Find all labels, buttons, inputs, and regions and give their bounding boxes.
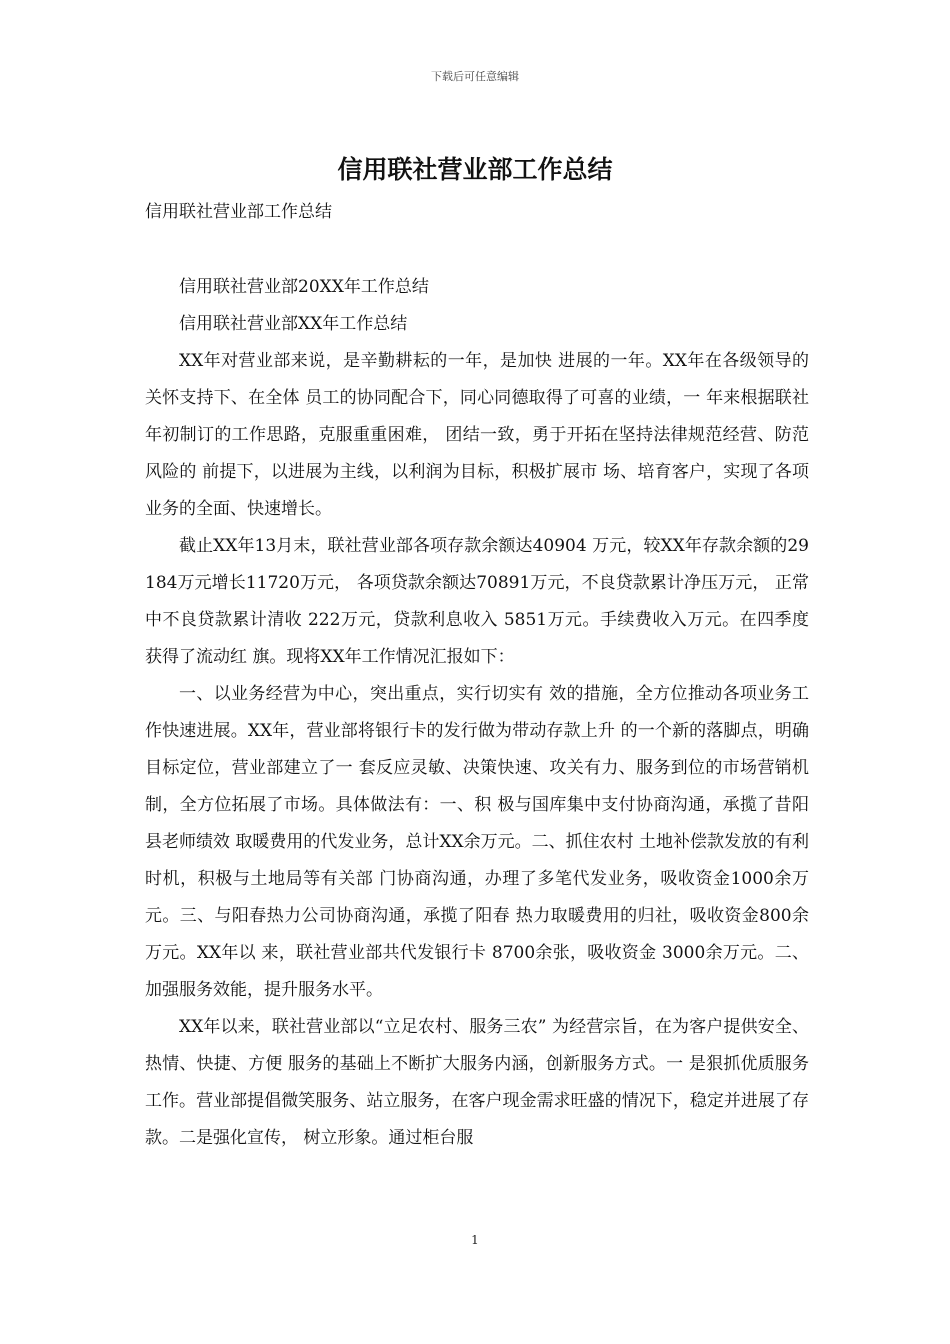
paragraph-heading-2: 信用联社营业部XX年工作总结 bbox=[179, 314, 408, 334]
paragraph-heading-1: 信用联社营业部20XX年工作总结 bbox=[179, 277, 429, 297]
document-body bbox=[145, 269, 809, 1157]
paragraph-figures: 截止XX年13月末，联社营业部各项存款余额达40904 万元，较XX年存款余额的29184万元增长11720万元， 各项贷款余额达70891万元，不良贷款累计净压万元， 正常中不良贷款累计清收 222万元，贷款利息收入 5851万元。手续费收入万元。在四季度获得了流动红 旗。现将XX年工作情况汇报如下： bbox=[145, 536, 809, 667]
document-subtitle: 信用联社营业部工作总结 bbox=[145, 202, 332, 222]
document-title: 信用联社营业部工作总结 bbox=[337, 155, 613, 184]
page-number: 1 bbox=[471, 1233, 479, 1247]
paragraph-intro: XX年对营业部来说，是辛勤耕耘的一年，是加快 进展的一年。XX年在各级领导的关怀支持下、在全体 员工的协同配合下，同心同德取得了可喜的业绩，一 年来根据联社年初制订的工作思路，克服重重困难， 团结一致，勇于开拓在坚持法律规范经营、防范风险的 前提下，以进展为主线，以利润为目标，积极扩展市 场、培育客户，实现了各项业务的全面、快速增长。 bbox=[145, 351, 809, 519]
paragraph-business: 一、以业务经营为中心，突出重点，实行切实有 效的措施，全方位推动各项业务工作快速进展。XX年，营业部将银行卡的发行做为带动存款上升 的一个新的落脚点，明确目标定位，营业部建立了一 套反应灵敏、决策快速、攻关有力、服务到位的市场营销机制，全方位拓展了市场。具体做法有：一、积 极与国库集中支付协商沟通，承揽了昔阳县老师绩效 取暖费用的代发业务，总计XX余万元。二、抓住农村 土地补偿款发放的有利时机，积极与土地局等有关部 门协商沟通，办理了多笔代发业务，吸收资金1000余万元。三、与阳春热力公司协商沟通，承揽了阳春 热力取暖费用的归社，吸收资金800余万元。XX年以 来，联社营业部共代发银行卡 8700余张，吸收资金 3000余万元。二、加强服务效能，提升服务水平。 bbox=[145, 684, 810, 1000]
paragraph-service: XX年以来，联社营业部以“立足农村、服务三农” 为经营宗旨，在为客户提供安全、热情、快捷、方便 服务的基础上不断扩大服务内涵，创新服务方式。一 是狠抓优质服务工作。营业部提倡微笑服务、站立服务，在客户现金需求旺盛的情况下，稳定并进展了存款。二是强化宣传， 树立形象。通过柜台服 bbox=[145, 1017, 809, 1148]
header-note: 下载后可任意编辑 bbox=[431, 70, 519, 83]
